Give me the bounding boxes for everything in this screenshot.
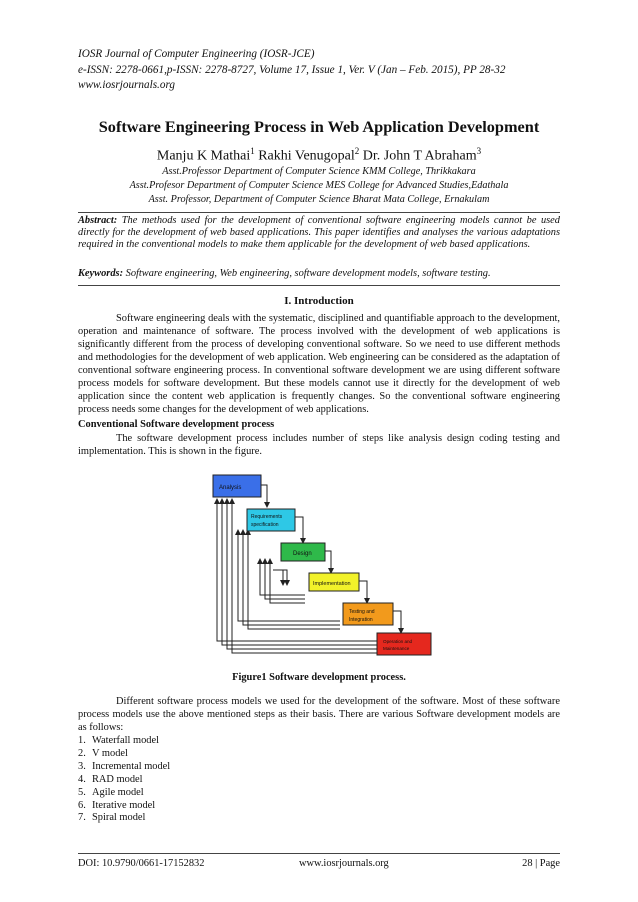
list-item: 4. RAD model <box>78 773 143 785</box>
journal-header <box>78 47 505 94</box>
list-item: 2. V model <box>78 747 128 759</box>
abstract-text: The methods used for the development of conventional software engineering models cannot be used directly for the development of web based applications. This paper identifies and analyses the various adaptations required in the conventional models to make them applicable for the development of web based applications. <box>78 215 560 250</box>
author-name: Manju K Mathai <box>156 148 251 164</box>
list-item: 3. Incremental model <box>78 760 171 772</box>
stage-label: Operation and <box>383 639 413 644</box>
affiliation: Asst. Professor, Department of Computer Science Bharat Mata College, Ernakulam <box>148 194 490 205</box>
software-process-figure <box>205 473 433 659</box>
author-name: Dr. John T Abraham <box>362 148 477 164</box>
paper-title: Software Engineering Process in Web Application Development <box>98 117 540 136</box>
models-paragraph: Different software process models we used for the development of the software. Most of these software process models use the above mentioned steps as their basis. There are various Software development models are as follows: <box>78 696 560 733</box>
stage-label: Integration <box>349 617 373 623</box>
footer-page-number: 28 | Page <box>522 858 560 869</box>
author-name: Rakhi Venugopal <box>258 148 355 164</box>
keywords-label: Keywords: <box>78 268 124 279</box>
author-sup: 2 <box>354 146 360 156</box>
stage-label: Testing and <box>349 609 375 615</box>
stage-box-operation <box>377 633 431 655</box>
divider <box>78 212 560 213</box>
abstract-label: Abstract: <box>78 215 118 226</box>
section-title: I. Introduction <box>284 295 354 307</box>
stage-label: Maintenance <box>383 646 410 651</box>
list-item: 5. Agile model <box>78 786 144 798</box>
subsection-heading: Conventional Software development process <box>78 419 275 430</box>
figure-caption: Figure1 Software development process. <box>232 672 406 683</box>
journal-website: www.iosrjournals.org <box>78 79 175 91</box>
stage-label: Analysis <box>219 485 242 491</box>
abstract <box>78 215 560 250</box>
journal-name: IOSR Journal of Computer Engineering (IOSR-JCE) <box>78 48 315 60</box>
list-item: 7. Spiral model <box>78 812 146 824</box>
author-sup: 1 <box>250 146 255 156</box>
affiliation: Asst.Profesor Department of Computer Science MES College for Advanced Studies,Edathala <box>129 180 509 191</box>
model-list <box>78 735 170 825</box>
stage-label: Requirements <box>251 514 283 520</box>
stage-label: Implementation <box>313 581 351 587</box>
list-item: 1. Waterfall model <box>78 735 159 746</box>
intro-paragraph: Software engineering deals with the systematic, disciplined and quantifiable approach to the development, operation and maintenance of software. The process involved with the development of web applications is significantly different from the process of developing conventional software. So we need to use different methods and methodologies for the development of web application. Web engineering can be considered as the adaptation of conventional software engineering process. In conventional software development we are using different software process models for software development. But these models cannot use it directly for the development of web application since the content web application is frequently changes. So the conventional software engineering process needs some changes for the development of web applications. <box>78 313 560 415</box>
affiliation: Asst.Professor Department of Computer Science KMM College, Thrikkakara <box>162 166 476 177</box>
divider <box>78 285 560 286</box>
author-sup: 3 <box>476 146 482 156</box>
stage-label: specification <box>251 522 279 528</box>
footer-website: www.iosrjournals.org <box>299 858 389 869</box>
list-item: 6. Iterative model <box>78 799 156 811</box>
footer-doi: DOI: 10.9790/0661-17152832 <box>78 858 205 869</box>
author-list <box>78 146 560 165</box>
keywords <box>78 268 560 279</box>
process-paragraph: The software development process includes number of steps like analysis design coding testing and implementation. This is shown in the figure. <box>78 433 560 457</box>
issn-line: e-ISSN: 2278-0661,p-ISSN: 2278-8727, Volume 17, Issue 1, Ver. V (Jan – Feb. 2015), PP 28-32 <box>78 63 506 76</box>
stage-label: Design <box>293 551 312 557</box>
keywords-text: Software engineering, Web engineering, software development models, software testing. <box>123 268 491 279</box>
footer-divider <box>78 853 560 854</box>
